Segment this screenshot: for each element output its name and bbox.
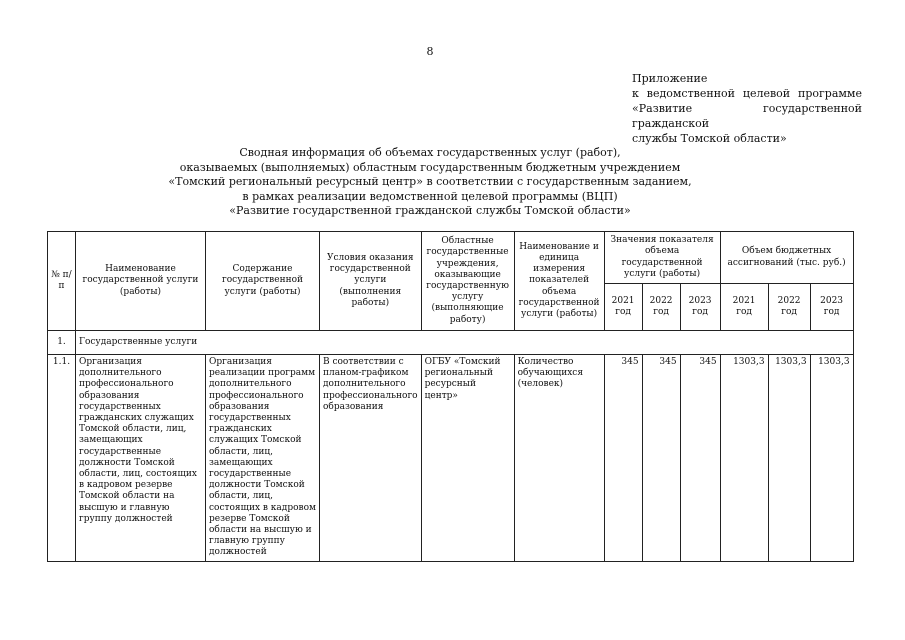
row-institution: ОГБУ «Томский региональный ресурсный центр» xyxy=(421,355,514,562)
row-conditions: В соответствии с планом-графиком дополнительного профессионального образования xyxy=(320,355,422,562)
row-value: 345 xyxy=(680,355,720,562)
section-num: 1. xyxy=(48,331,76,355)
header-institutions: Областные государственные учреждения, оказывающие государственную услугу (выполняющие работу) xyxy=(421,232,514,331)
row-value: 345 xyxy=(642,355,680,562)
appendix-line: к ведомственной целевой программе xyxy=(632,87,862,100)
appendix-line: службы Томской области» xyxy=(632,132,787,145)
header-year: 2023 год xyxy=(810,284,853,331)
row-service-content: Организация реализации программ дополнительного профессионального образования государственных гражданских служащих Томской области, лиц, замещающих государственные должности Томской области, лиц, состоящих в кадровом резерве Томской области на высшую и главную группу должностей xyxy=(206,355,320,562)
row-budget: 1303,3 xyxy=(810,355,853,562)
title-line: «Томский региональный ресурсный центр» в соответствии с государственным заданием, xyxy=(168,175,692,189)
header-service-content: Содержание государственной услуги (работы) xyxy=(206,232,320,331)
header-year: 2021 год xyxy=(604,284,642,331)
document-title xyxy=(150,146,710,219)
appendix-line: «Развитие государственной гражданской xyxy=(632,102,862,130)
header-year: 2022 год xyxy=(768,284,810,331)
header-year: 2022 год xyxy=(642,284,680,331)
header-year: 2021 год xyxy=(720,284,768,331)
row-service-name: Организация дополнительного профессионального образования государственных гражданских служащих Томской области, лиц, замещающих государственные должности Томской области, лиц, состоящих в кадровом резерве Томской области на высшую и главную группу должностей xyxy=(76,355,206,562)
appendix-line: Приложение xyxy=(632,72,708,85)
header-conditions: Условия оказания государственной услуги (выполнения работы) xyxy=(320,232,422,331)
title-line: оказываемых (выполняемых) областным государственным бюджетным учреждением xyxy=(179,160,681,174)
header-indicator: Наименование и единица измерения показателей объема государственной услуги (работы) xyxy=(514,232,604,331)
title-line: «Развитие государственной гражданской службы Томской области» xyxy=(229,204,631,218)
services-table xyxy=(47,231,854,562)
table-row xyxy=(48,355,854,562)
title-line: в рамках реализации ведомственной целевой программы (ВЦП) xyxy=(242,189,618,203)
row-budget: 1303,3 xyxy=(768,355,810,562)
row-value: 345 xyxy=(604,355,642,562)
header-year: 2023 год xyxy=(680,284,720,331)
row-num: 1.1. xyxy=(48,355,76,562)
row-budget: 1303,3 xyxy=(720,355,768,562)
title-line: Сводная информация об объемах государственных услуг (работ), xyxy=(239,146,621,159)
header-service-name: Наименование государственной услуги (работы) xyxy=(76,232,206,331)
row-indicator: Количество обучающихся (человек) xyxy=(514,355,604,562)
appendix-note xyxy=(632,71,862,146)
page-number: 8 xyxy=(426,45,434,58)
section-label: Государственные услуги xyxy=(76,331,854,355)
header-num: № п/п xyxy=(48,232,76,331)
header-values-group: Значения показателя объема государственной услуги (работы) xyxy=(604,232,720,284)
header-budget-group: Объем бюджетных ассигнований (тыс. руб.) xyxy=(720,232,853,284)
